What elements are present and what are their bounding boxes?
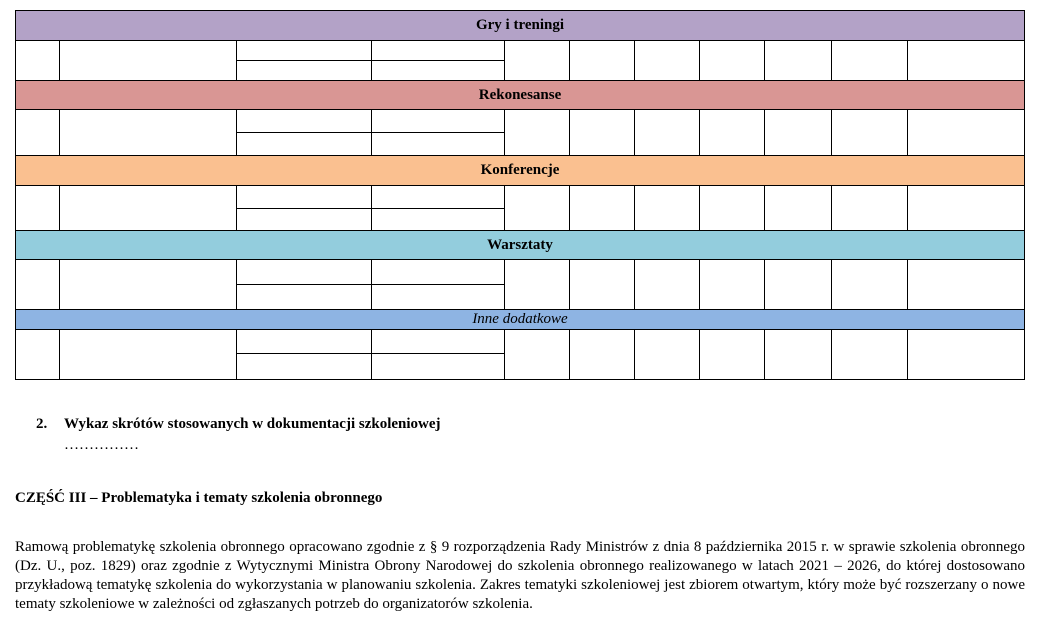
table-cell (505, 330, 570, 380)
table-cell (765, 41, 832, 81)
table-cell (765, 186, 832, 231)
training-plan-table-wrapper (15, 10, 1024, 388)
table-cell (505, 110, 570, 156)
table-cell (908, 41, 1025, 81)
section-header: Konferencje (16, 156, 1025, 186)
table-cell (60, 260, 237, 310)
training-plan-table (15, 10, 1025, 380)
table-cell (372, 186, 505, 209)
table-cell (372, 285, 505, 310)
table-cell (832, 330, 908, 380)
part3-heading: CZĘŚĆ III – Problematyka i tematy szkolenia obronnego (15, 490, 383, 506)
table-cell (372, 209, 505, 231)
table-cell (908, 330, 1025, 380)
list-number: 2. (36, 416, 48, 432)
table-cell (700, 186, 765, 231)
table-cell (237, 260, 372, 285)
table-cell (832, 186, 908, 231)
table-cell (908, 110, 1025, 156)
placeholder-dots: …………… (64, 437, 139, 453)
table-cell (372, 260, 505, 285)
table-cell (372, 354, 505, 380)
table-cell (832, 260, 908, 310)
table-cell (635, 260, 700, 310)
table-cell (700, 110, 765, 156)
section-header: Gry i treningi (16, 11, 1025, 41)
table-cell (237, 41, 372, 61)
table-cell (570, 110, 635, 156)
table-cell (700, 330, 765, 380)
table-cell (505, 186, 570, 231)
table-cell (372, 41, 505, 61)
table-cell (372, 61, 505, 81)
abbreviations-list-item (36, 416, 441, 433)
table-cell (832, 110, 908, 156)
section-header: Inne dodatkowe (16, 310, 1025, 330)
table-cell (16, 186, 60, 231)
table-cell (237, 133, 372, 156)
table-cell (372, 133, 505, 156)
table-cell (505, 260, 570, 310)
table-cell (372, 110, 505, 133)
table-cell (16, 110, 60, 156)
table-cell (60, 186, 237, 231)
part3-paragraph: Ramową problematykę szkolenia obronnego opracowano zgodnie z § 9 rozporządzenia Rady Ministrów z dnia 8 października 2015 r. w sprawie szkolenia obronnego (Dz. U., poz. 1829) oraz zgodnie z Wytycznymi Ministra Obrony Narodowej do szkolenia obronnego realizowanego w latach 2021 – 2026, do której dostosowano przykładową tematykę szkolenia do wykorzystania w planowaniu szkolenia. Zakres tematyki szkoleniowej jest zbiorem otwartym, który może być rozszerzany o nowe tematy szkoleniowe w zależności od zgłaszanych potrzeb do organizatorów szkolenia. (15, 539, 1025, 612)
table-cell (765, 260, 832, 310)
table-cell (570, 186, 635, 231)
table-cell (16, 41, 60, 81)
table-cell (908, 186, 1025, 231)
table-cell (505, 41, 570, 81)
table-cell (832, 41, 908, 81)
list-item-text: Wykaz skrótów stosowanych w dokumentacji szkoleniowej (64, 416, 441, 432)
table-cell (700, 41, 765, 81)
table-cell (60, 41, 237, 81)
table-cell (237, 209, 372, 231)
table-cell (16, 260, 60, 310)
table-cell (16, 330, 60, 380)
table-cell (237, 330, 372, 354)
table-cell (372, 330, 505, 354)
table-cell (635, 186, 700, 231)
table-cell (570, 41, 635, 81)
table-cell (635, 41, 700, 81)
table-cell (570, 260, 635, 310)
table-cell (765, 330, 832, 380)
table-cell (765, 110, 832, 156)
table-cell (237, 61, 372, 81)
table-cell (237, 354, 372, 380)
table-cell (635, 110, 700, 156)
table-cell (237, 110, 372, 133)
table-cell (60, 110, 237, 156)
table-cell (237, 285, 372, 310)
table-cell (60, 330, 237, 380)
section-header: Rekonesanse (16, 81, 1025, 110)
table-cell (237, 186, 372, 209)
section-header: Warsztaty (16, 231, 1025, 260)
table-cell (570, 330, 635, 380)
table-cell (908, 260, 1025, 310)
table-cell (635, 330, 700, 380)
table-cell (700, 260, 765, 310)
